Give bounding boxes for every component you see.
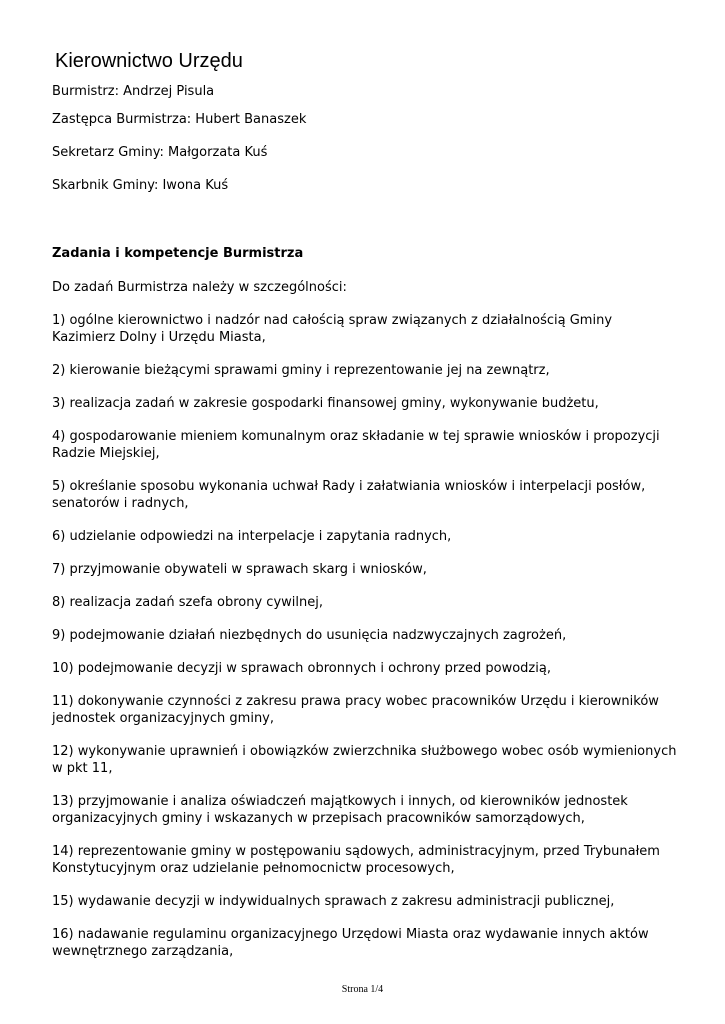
- page-number-footer: Strona 1/4: [341, 984, 384, 995]
- task-item: 11) dokonywanie czynności z zakresu prawa pracy wobec pracowników Urzędu i kierowników jednostek organizacyjnych gminy,: [52, 694, 659, 726]
- task-item: 9) podejmowanie działań niezbędnych do usunięcia nadzwyczajnych zagrożeń,: [52, 628, 567, 643]
- tasks-list: [52, 312, 677, 976]
- task-item: 15) wydawanie decyzji w indywidualnych sprawach z zakresu administracji publicznej,: [52, 894, 615, 909]
- task-item: 3) realizacja zadań w zakresie gospodarki finansowej gminy, wykonywanie budżetu,: [52, 396, 599, 411]
- section-title: Zadania i kompetencje Burmistrza: [52, 246, 304, 261]
- task-item: 8) realizacja zadań szefa obrony cywilnej,: [52, 595, 323, 610]
- task-item: 16) nadawanie regulaminu organizacyjnego Urzędowi Miasta oraz wydawanie innych aktów wewnętrznego zarządzania,: [52, 927, 649, 959]
- task-item: 1) ogólne kierownictwo i nadzór nad całością spraw związanych z działalnością Gminy Kazimierz Dolny i Urzędu Miasta,: [52, 313, 613, 345]
- task-item: 2) kierowanie bieżącymi sprawami gminy i reprezentowanie jej na zewnątrz,: [52, 363, 550, 378]
- page-title: Kierownictwo Urzędu: [55, 50, 243, 72]
- official-secretary: Sekretarz Gminy: Małgorzata Kuś: [52, 145, 268, 160]
- task-item: 7) przyjmowanie obywateli w sprawach skarg i wniosków,: [52, 562, 427, 577]
- official-deputy-mayor: Zastępca Burmistrza: Hubert Banaszek: [52, 112, 307, 127]
- official-mayor: Burmistrz: Andrzej Pisula: [52, 84, 215, 99]
- task-item: 14) reprezentowanie gminy w postępowaniu sądowych, administracyjnym, przed Trybunałem Konstytucyjnym oraz udzielanie pełnomocnictw procesowych,: [52, 844, 660, 876]
- task-item: 6) udzielanie odpowiedzi na interpelacje i zapytania radnych,: [52, 529, 452, 544]
- intro-paragraph: Do zadań Burmistrza należy w szczególności:: [52, 280, 347, 295]
- task-item: 4) gospodarowanie mieniem komunalnym oraz składanie w tej sprawie wniosków i propozycji Radzie Miejskiej,: [52, 429, 660, 461]
- task-item: 5) określanie sposobu wykonania uchwał Rady i załatwiania wniosków i interpelacji posłów, senatorów i radnych,: [52, 479, 646, 511]
- task-item: 10) podejmowanie decyzji w sprawach obronnych i ochrony przed powodzią,: [52, 661, 551, 676]
- official-treasurer: Skarbnik Gminy: Iwona Kuś: [52, 178, 229, 193]
- task-item: 12) wykonywanie uprawnień i obowiązków zwierzchnika służbowego wobec osób wymienionych w pkt 11,: [52, 744, 677, 776]
- officials-list: [52, 83, 306, 194]
- task-item: 13) przyjmowanie i analiza oświadczeń majątkowych i innych, od kierowników jednostek organizacyjnych gminy i wskazanych w przepisach pracowników samorządowych,: [52, 794, 628, 826]
